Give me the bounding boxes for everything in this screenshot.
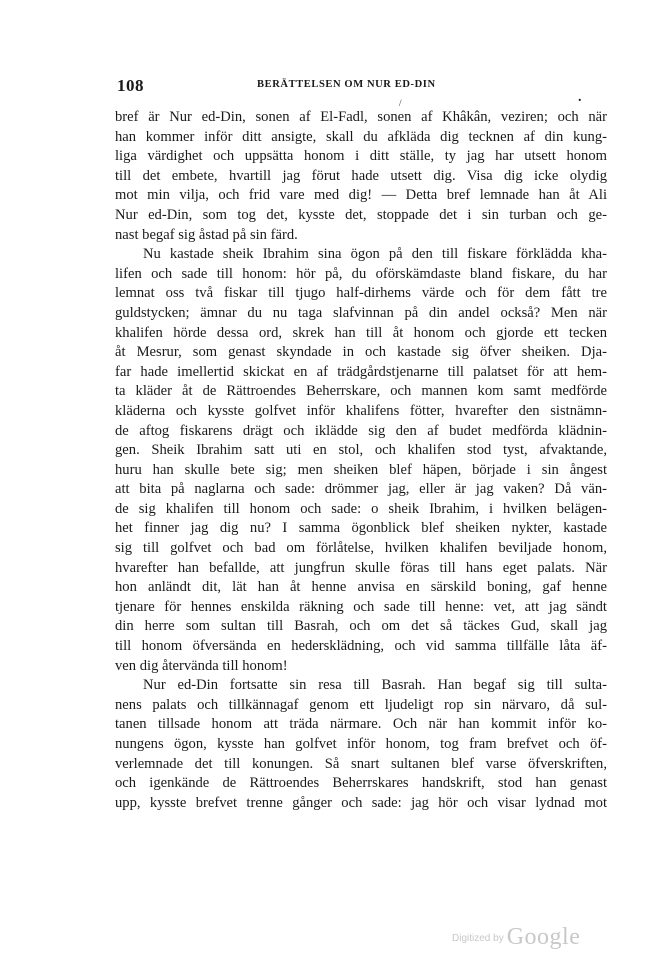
text-line: lifen och sade till honom: hör på, du oförskämdaste bland fiskare, du har	[115, 265, 607, 282]
body-text	[115, 108, 607, 813]
text-line: nens palats och tillkännagaf genom ett ljudeligt rop sin närvaro, då sul-	[115, 696, 607, 713]
text-line: mot min vilja, och frid vare med dig! — Detta bref lemnade han åt Ali	[115, 187, 607, 204]
page-header	[117, 76, 605, 108]
text-line: ta kläder åt de Rättroendes Beherrskare, och mannen kom samt medförde	[115, 383, 607, 400]
text-line: din herre som sultan till Basrah, och om det så täckes Gud, skall jag	[115, 618, 607, 635]
text-line: tanen tillsade honom att träda närmare. Och när han kommit inför ko-	[115, 716, 607, 733]
text-line: gen. Sheik Ibrahim satt uti en stol, och khalifen stod tyst, afvaktande,	[115, 442, 607, 459]
watermark-prefix: Digitized by	[452, 933, 504, 944]
text-line: huru han skulle bete sig; men sheiken blef häpen, började i sin ångest	[115, 461, 607, 478]
text-line: de aftog fiskarens drägt och ikläddе sig den af budet medförda klädnin-	[115, 422, 607, 439]
text-line: till honom öfversända en hedersklädning, och vid samma tillfälle låta äf-	[115, 638, 607, 655]
text-line: till det embete, hvartill jag förut hade utsett dig. Visa dig icke olydig	[115, 167, 607, 184]
text-line: ven dig återvända till honom!	[115, 657, 288, 674]
page-number: 108	[117, 76, 144, 95]
running-title: BERÄTTELSEN OM NUR ED-DIN	[257, 79, 436, 90]
text-line: sig till golfvet och bad om förlåtelse, hvilken khalifen beviljade honom,	[115, 540, 607, 557]
text-line: guldstycken; ämnar du nu taga slafvinnan på din andel också? Men när	[115, 304, 607, 321]
watermark-brand: Google	[506, 924, 581, 950]
text-line: Nur ed-Din, som tog det, kysste det, stoppade det i sin turban och ge-	[115, 206, 607, 223]
text-line: bref är Nur ed-Din, sonen af El-Fadl, sonen af Khâkân, veziren; och när	[115, 109, 607, 125]
text-line: åt Mesrur, som genast skyndade in och kastade sig öfver sheiken. Dja-	[115, 344, 607, 361]
text-line: hvarefter han befallde, att jungfrun skulle föras till hans eget palats. När	[115, 559, 607, 576]
text-line: Nur ed-Din fortsatte sin resa till Basrah. Han begaf sig till sulta-	[143, 677, 607, 694]
header-mark: /	[399, 98, 402, 108]
text-line: att bita på naglarna och sade: drömmer jag, eller är jag vaken? Då vän-	[115, 481, 607, 498]
text-line: lemnat oss två fiskar till tjugo half-dirhems värde och för dem fått tre	[115, 285, 607, 302]
text-line: upp, kysste brefvet trenne gånger och sade: jag hör och visar lydnad mot	[115, 794, 607, 811]
text-line: het finner jag dig nu? I samma ögonblick blef sheiken nykter, kastade	[115, 520, 607, 537]
text-line: tjenare för hennes enskilda räkning och sade till henne: vet, att jag sändt	[115, 598, 607, 615]
text-line: khalifen hörde dessa ord, skrek han till åt honom och gjorde ett tecken	[115, 324, 607, 341]
text-line: och igenkände de Rättroendes Beherrskares handskrift, stod han genast	[115, 775, 607, 792]
text-line: hon anländt dit, lät han åt henne anvisa en särskild boning, gaf henne	[115, 579, 607, 596]
text-line: far hade imellertid skickat en af trädgårdstjenarne till palatset för att hem-	[115, 363, 607, 380]
text-line: nungens ögon, kysste han golfvet inför honom, tog fram brefvet och öf-	[115, 736, 607, 752]
text-line: verlemnade det till konungen. Så snart sultanen blef varse öfverskriften,	[115, 755, 607, 772]
text-line: liga värdighet och uppsätta honom i ditt ställe, ty jag har utsett honom	[115, 148, 607, 165]
text-line: kläderna och kysste golfvet inför khalifens fötter, hvarefter den sistnämn-	[115, 402, 607, 419]
text-line: han kommer inför ditt ansigte, skall du afkläda dig tecknen af din kung-	[115, 128, 607, 145]
digitized-watermark	[452, 924, 580, 951]
text-line: nast begaf sig åstad på sin färd.	[115, 226, 298, 243]
text-line: de sig khalifen till honom och sade: o sheik Ibrahim, i hvilken belägen-	[115, 500, 607, 517]
header-dot: .	[578, 90, 582, 105]
text-line: Nu kastade sheik Ibrahim sina ögon på den till fiskare förklädda kha-	[143, 246, 607, 263]
